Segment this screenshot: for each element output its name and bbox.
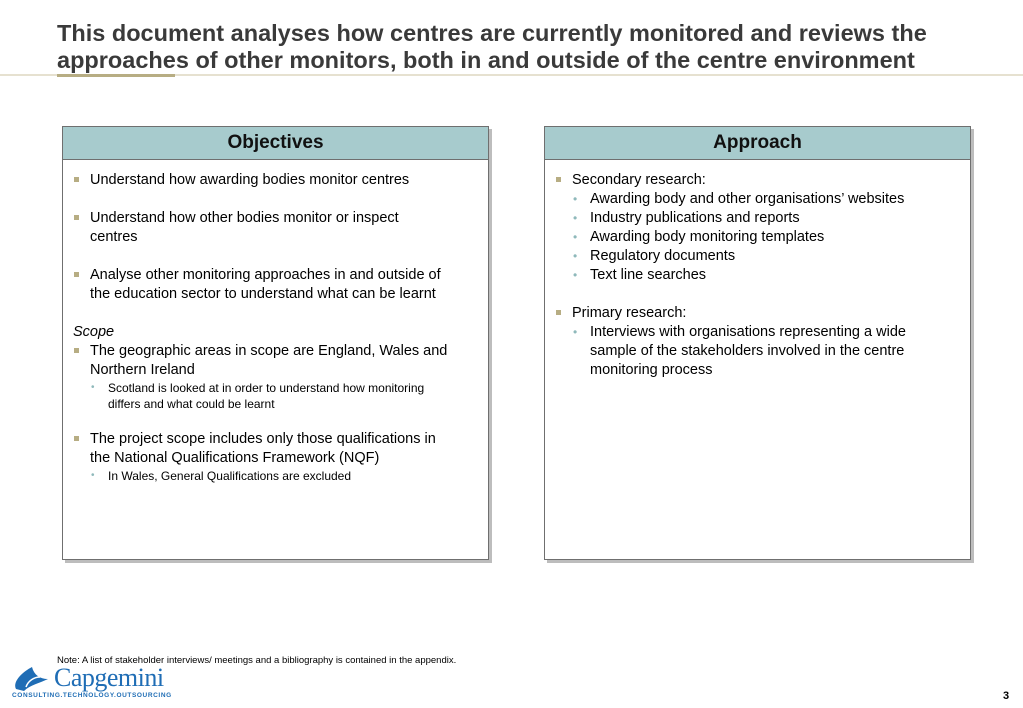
scope-sub-item: • In Wales, General Qualifications are excluded <box>91 469 352 483</box>
objectives-body <box>63 160 488 484</box>
page-number: 3 <box>1003 690 1010 702</box>
scope-label: Scope <box>73 324 115 340</box>
square-bullet-icon <box>74 177 79 182</box>
dot-bullet-icon: • <box>573 211 578 225</box>
dot-bullet-icon: • <box>573 325 578 339</box>
approach-item: Primary research: <box>555 304 960 323</box>
scope-sub-item: • Scotland is looked at in order to understand how monitoring differs and what could be learnt <box>91 381 425 411</box>
footnote: Note: A list of stakeholder interviews/ meetings and a bibliography is contained in the appendix. <box>57 655 457 666</box>
scope-item: The geographic areas in scope are England, Wales and Northern Ireland <box>73 342 478 380</box>
approach-sub-item: • Text line searches <box>573 267 707 283</box>
approach-sub-item: • Awarding body monitoring templates <box>573 229 825 245</box>
square-bullet-icon <box>74 272 79 277</box>
objectives-panel <box>62 126 489 560</box>
square-bullet-icon <box>74 348 79 353</box>
approach-sub-item: • Interviews with organisations representing a wide sample of the stakeholders involved in the centre monitoring process <box>573 324 906 378</box>
objective-item: Analyse other monitoring approaches in and outside of the education sector to understand what can be learnt <box>73 266 478 304</box>
dot-bullet-icon: • <box>91 382 95 393</box>
approach-item: Secondary research: <box>555 171 960 190</box>
logo-wordmark: Capgemini <box>54 663 164 692</box>
approach-sub-item: • Awarding body and other organisations’ websites <box>573 191 905 207</box>
dot-bullet-icon: • <box>91 470 95 481</box>
square-bullet-icon <box>74 215 79 220</box>
objective-item: Understand how awarding bodies monitor centres <box>73 171 478 190</box>
approach-sub-item: • Industry publications and reports <box>573 210 800 226</box>
square-bullet-icon <box>556 177 561 182</box>
approach-sub-item: • Regulatory documents <box>573 248 736 264</box>
approach-body <box>545 160 970 380</box>
page-title <box>57 20 1007 74</box>
dot-bullet-icon: • <box>573 268 578 282</box>
objectives-header: Objectives <box>63 127 488 160</box>
objective-item: Understand how other bodies monitor or inspect centres <box>73 209 478 247</box>
capgemini-logo <box>10 663 172 701</box>
square-bullet-icon <box>556 310 561 315</box>
dot-bullet-icon: • <box>573 230 578 244</box>
dot-bullet-icon: • <box>573 192 578 206</box>
spade-icon <box>10 665 52 693</box>
logo-tagline: CONSULTING.TECHNOLOGY.OUTSOURCING <box>12 692 172 699</box>
scope-item: The project scope includes only those qualifications in the National Qualifications Framework (NQF) <box>73 430 478 468</box>
title-line-2: approaches of other monitors, both in and outside of the centre environment <box>57 47 915 73</box>
title-line-1: This document analyses how centres are currently monitored and reviews the <box>57 20 927 46</box>
approach-panel <box>544 126 971 560</box>
approach-header: Approach <box>545 127 970 160</box>
title-divider-accent <box>57 74 175 77</box>
dot-bullet-icon: • <box>573 249 578 263</box>
square-bullet-icon <box>74 436 79 441</box>
